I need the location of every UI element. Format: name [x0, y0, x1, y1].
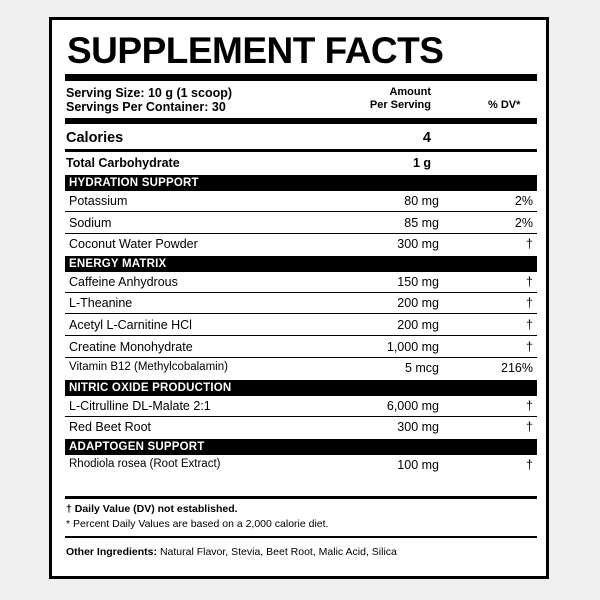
nutrient-dv: †: [526, 318, 533, 332]
calories-amount: 4: [422, 130, 431, 146]
footnote-divider: [65, 536, 537, 538]
amount-header-line1: Amount: [389, 86, 431, 98]
nutrient-amount: 5 mcg: [404, 361, 439, 376]
servings-per-container: Servings Per Container: 30: [66, 100, 226, 114]
nutrient-name: Red Beet Root: [69, 420, 151, 435]
nutrient-amount: 6,000 mg: [386, 398, 439, 413]
nutrient-row: [65, 213, 537, 234]
table-end-divider: [65, 496, 537, 499]
dv-header: % DV*: [488, 99, 521, 111]
panel-title: SUPPLEMENT FACTS: [67, 30, 444, 71]
nutrient-dv: 216%: [501, 361, 533, 376]
dagger-footnote: † Daily Value (DV) not established.: [66, 503, 238, 515]
nutrient-dv: †: [526, 237, 533, 252]
nutrient-row: [65, 396, 537, 417]
nutrient-dv: 2%: [514, 194, 533, 208]
other-ingredients-label: Other Ingredients:: [66, 546, 158, 558]
nutrient-row: [65, 358, 537, 379]
nutrient-row: [65, 272, 537, 293]
nutrient-name: Creatine Monohydrate: [69, 339, 193, 354]
percent-footnote: * Percent Daily Values are based on a 2,000 calorie diet.: [66, 518, 329, 530]
nutrient-dv: †: [526, 398, 533, 413]
calories-divider: [65, 149, 537, 152]
nutrient-row: [65, 337, 537, 358]
nutrient-name: L-Citrulline DL-Malate 2:1: [69, 398, 211, 413]
nutrient-amount: 300 mg: [397, 237, 439, 252]
section-header: ADAPTOGEN SUPPORT: [65, 439, 537, 455]
supplement-facts-panel: [49, 17, 549, 579]
carbs-amount: 1 g: [412, 156, 431, 170]
nutrient-dv: †: [526, 296, 533, 311]
nutrient-dv: †: [526, 420, 533, 435]
nutrient-amount: 200 mg: [397, 318, 439, 332]
nutrient-row: [65, 293, 537, 314]
nutrient-name: Vitamin B12 (Methylcobalamin): [69, 361, 228, 374]
nutrient-amount: 300 mg: [397, 420, 439, 435]
nutrient-dv: †: [526, 274, 533, 289]
nutrient-dv: 2%: [514, 215, 533, 230]
nutrient-row: [65, 455, 537, 476]
nutrient-amount: 80 mg: [404, 194, 439, 208]
nutrient-name: Coconut Water Powder: [69, 237, 198, 252]
nutrient-amount: 85 mg: [404, 215, 439, 230]
nutrient-row: [65, 417, 537, 438]
nutrient-dv: †: [526, 339, 533, 354]
title-divider: [65, 74, 537, 81]
nutrient-row: [65, 191, 537, 212]
amount-header-line2: Per Serving: [369, 99, 431, 111]
carbs-label: Total Carbohydrate: [66, 156, 180, 170]
nutrient-row: [65, 315, 537, 336]
calories-label: Calories: [66, 130, 124, 146]
header-divider: [65, 118, 537, 124]
nutrient-name: Acetyl L-Carnitine HCl: [69, 318, 192, 332]
nutrient-name: L-Theanine: [69, 296, 133, 311]
other-ingredients: [66, 546, 397, 558]
nutrient-amount: 1,000 mg: [386, 339, 439, 354]
nutrient-amount: 150 mg: [397, 274, 439, 289]
nutrient-name: Caffeine Anhydrous: [69, 274, 178, 289]
section-header: HYDRATION SUPPORT: [65, 175, 537, 191]
section-header: ENERGY MATRIX: [65, 256, 537, 272]
nutrient-dv: †: [526, 458, 533, 472]
nutrient-name: Potassium: [69, 194, 128, 208]
serving-size: Serving Size: 10 g (1 scoop): [66, 86, 233, 100]
nutrient-amount: 100 mg: [397, 458, 439, 472]
nutrient-name: Rhodiola rosea (Root Extract): [69, 458, 221, 470]
nutrient-row: [65, 234, 537, 255]
nutrient-name: Sodium: [69, 215, 112, 230]
nutrient-amount: 200 mg: [397, 296, 439, 311]
other-ingredients-list: Natural Flavor, Stevia, Beet Root, Malic Acid, Silica: [159, 546, 397, 558]
section-header: NITRIC OXIDE PRODUCTION: [65, 380, 537, 396]
